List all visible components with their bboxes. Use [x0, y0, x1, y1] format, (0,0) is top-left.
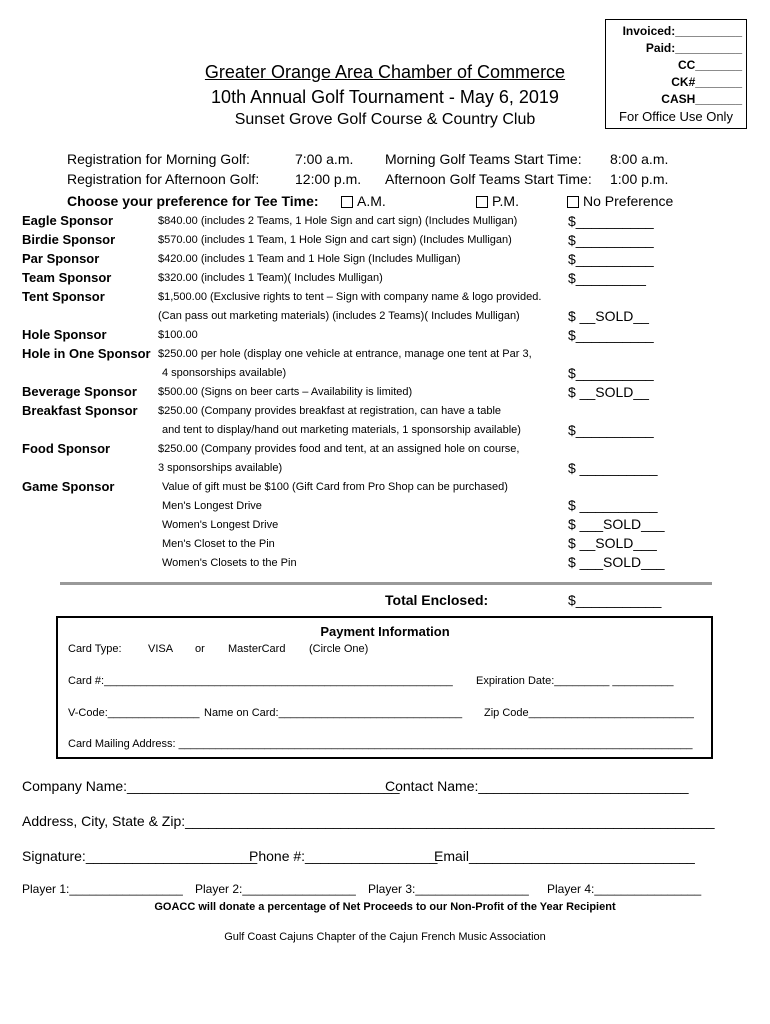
sponsor-name: Tent Sponsor — [22, 289, 105, 304]
sponsor-name: Game Sponsor — [22, 479, 115, 494]
sponsor-amount[interactable]: $__________ — [568, 365, 654, 381]
no-preference-checkbox[interactable] — [567, 196, 579, 208]
morning-start-label: Morning Golf Teams Start Time: — [385, 151, 582, 167]
cc-field[interactable]: CC_______ — [677, 58, 742, 72]
invoiced-field[interactable]: Invoiced:__________ — [622, 24, 742, 38]
player-2-field[interactable]: Player 2:_________________ — [195, 882, 356, 896]
divider — [60, 582, 712, 585]
sponsor-amount[interactable]: $__________ — [568, 327, 654, 343]
signature-field[interactable]: Signature:______________________ — [22, 848, 258, 864]
sponsor-desc-cont: 3 sponsorships available) — [158, 462, 283, 474]
sponsor-desc: $250.00 per hole (display one vehicle at entrance, manage one tent at Par 3, — [158, 348, 532, 360]
sponsor-amount[interactable]: $__________ — [568, 251, 654, 267]
org-title: Greater Orange Area Chamber of Commerce — [204, 62, 566, 82]
company-name-field[interactable]: Company Name:___________________________________ — [22, 778, 400, 794]
game-label: Women's Closets to the Pin — [162, 557, 297, 569]
afternoon-reg-time: 12:00 p.m. — [295, 171, 362, 187]
sponsor-desc: $100.00 — [158, 329, 198, 341]
tee-none-option[interactable] — [567, 193, 673, 209]
sponsor-amount: $ __SOLD__ — [568, 308, 649, 324]
morning-start-time: 8:00 a.m. — [610, 151, 669, 167]
sponsor-amount[interactable]: $__________ — [568, 422, 654, 438]
sponsor-name: Food Sponsor — [22, 441, 111, 456]
sponsor-desc: $1,500.00 (Exclusive rights to tent – Sign with company name & logo provided. — [158, 291, 542, 303]
sponsor-desc: $500.00 (Signs on beer carts – Availability is limited) — [158, 386, 413, 398]
game-label: Men's Closet to the Pin — [162, 538, 275, 550]
card-number-field[interactable]: Card #:_________________________________________________________ — [68, 675, 453, 687]
mailing-address-field[interactable]: Card Mailing Address: ____________________________________________________________________________________ — [68, 738, 693, 750]
visa-option[interactable]: VISA — [148, 643, 174, 655]
game-amount: $ ___SOLD___ — [568, 554, 665, 570]
no-preference-label: No Preference — [583, 193, 674, 209]
sponsor-name: Beverage Sponsor — [22, 384, 137, 399]
sponsor-name: Hole Sponsor — [22, 327, 107, 342]
cash-field[interactable]: CASH_______ — [661, 92, 742, 106]
game-label: Men's Longest Drive — [162, 500, 262, 512]
sponsor-desc: Value of gift must be $100 (Gift Card from Pro Shop can be purchased) — [162, 481, 508, 493]
sponsor-name: Team Sponsor — [22, 270, 112, 285]
sponsor-amount[interactable]: $__________ — [568, 232, 654, 248]
event-title: 10th Annual Golf Tournament - May 6, 2019 — [211, 87, 559, 107]
sponsor-amount[interactable]: $__________ — [568, 213, 654, 229]
pm-label: P.M. — [492, 193, 519, 209]
game-amount: $ __SOLD___ — [568, 535, 657, 551]
morning-reg-time: 7:00 a.m. — [295, 151, 354, 167]
sponsor-amount[interactable]: $_________ — [568, 270, 646, 286]
game-amount: $ ___SOLD___ — [568, 516, 665, 532]
player-3-field[interactable]: Player 3:_________________ — [368, 882, 529, 896]
pm-checkbox[interactable] — [476, 196, 488, 208]
afternoon-start-label: Afternoon Golf Teams Start Time: — [385, 171, 592, 187]
ck-field[interactable]: CK#_______ — [671, 75, 742, 89]
venue-title: Sunset Grove Golf Course & Country Club — [234, 111, 536, 128]
donation-note: GOACC will donate a percentage of Net Proceeds to our Non-Profit of the Year Recipient — [154, 901, 616, 913]
payment-title: Payment Information — [320, 624, 450, 639]
tee-am-option[interactable] — [341, 193, 386, 209]
sponsor-name: Birdie Sponsor — [22, 232, 116, 247]
tee-time-prompt: Choose your preference for Tee Time: — [67, 193, 319, 209]
expiration-field[interactable]: Expiration Date:_________ __________ — [476, 675, 674, 687]
mastercard-option[interactable]: MasterCard — [228, 643, 286, 655]
email-field[interactable]: Email_____________________________ — [434, 848, 695, 864]
vcode-field[interactable]: V-Code:_______________ — [68, 707, 200, 719]
sponsor-desc: $840.00 (includes 2 Teams, 1 Hole Sign and cart sign) (Includes Mulligan) — [158, 215, 518, 227]
sponsor-amount: $ __SOLD__ — [568, 384, 649, 400]
sponsor-desc: $570.00 (includes 1 Team, 1 Hole Sign and cart sign) (Includes Mulligan) — [158, 234, 512, 246]
address-field[interactable]: Address, City, State & Zip:____________________________________________________________________ — [22, 813, 715, 829]
game-label: Women's Longest Drive — [162, 519, 279, 531]
sponsor-name: Eagle Sponsor — [22, 213, 114, 228]
name-on-card-field[interactable]: Name on Card:______________________________ — [204, 707, 463, 719]
afternoon-reg-label: Registration for Afternoon Golf: — [67, 171, 260, 187]
game-amount[interactable]: $ __________ — [568, 497, 658, 513]
sponsor-desc-cont: 4 sponsorships available) — [162, 367, 287, 379]
total-amount[interactable]: $___________ — [568, 592, 662, 608]
sponsor-amount[interactable]: $ __________ — [568, 460, 658, 476]
contact-name-field[interactable]: Contact Name:___________________________ — [385, 778, 689, 794]
sponsor-desc-cont: and tent to display/hand out marketing materials, 1 sponsorship available) — [162, 424, 521, 436]
sponsor-desc-cont: (Can pass out marketing materials) (includes 2 Teams)( Includes Mulligan) — [158, 310, 520, 322]
chapter-note: Gulf Coast Cajuns Chapter of the Cajun French Music Association — [224, 931, 546, 943]
paid-field[interactable]: Paid:__________ — [645, 41, 742, 55]
morning-reg-label: Registration for Morning Golf: — [67, 151, 250, 167]
am-label: A.M. — [357, 193, 386, 209]
sponsor-name: Par Sponsor — [22, 251, 100, 266]
afternoon-start-time: 1:00 p.m. — [610, 171, 669, 187]
sponsor-desc: $250.00 (Company provides breakfast at registration, can have a table — [158, 405, 502, 417]
player-4-field[interactable]: Player 4:________________ — [547, 882, 702, 896]
card-type-label: Card Type: — [68, 643, 122, 655]
player-1-field[interactable]: Player 1:_________________ — [22, 882, 183, 896]
office-use-label: For Office Use Only — [619, 109, 733, 124]
tee-pm-option[interactable] — [476, 193, 519, 209]
am-checkbox[interactable] — [341, 196, 353, 208]
zip-field[interactable]: Zip Code___________________________ — [484, 707, 694, 719]
phone-field[interactable]: Phone #:_________________ — [249, 848, 438, 864]
sponsor-desc: $420.00 (includes 1 Team and 1 Hole Sign (Includes Mulligan) — [158, 253, 461, 265]
sponsor-name: Breakfast Sponsor — [22, 403, 138, 418]
sponsor-name: Hole in One Sponsor — [22, 346, 151, 361]
total-label: Total Enclosed: — [385, 592, 489, 608]
sponsor-desc: $320.00 (includes 1 Team)( Includes Mulligan) — [158, 272, 383, 284]
circle-one-text: (Circle One) — [309, 643, 369, 655]
sponsor-desc: $250.00 (Company provides food and tent, at an assigned hole on course, — [158, 443, 520, 455]
or-text: or — [195, 643, 205, 655]
